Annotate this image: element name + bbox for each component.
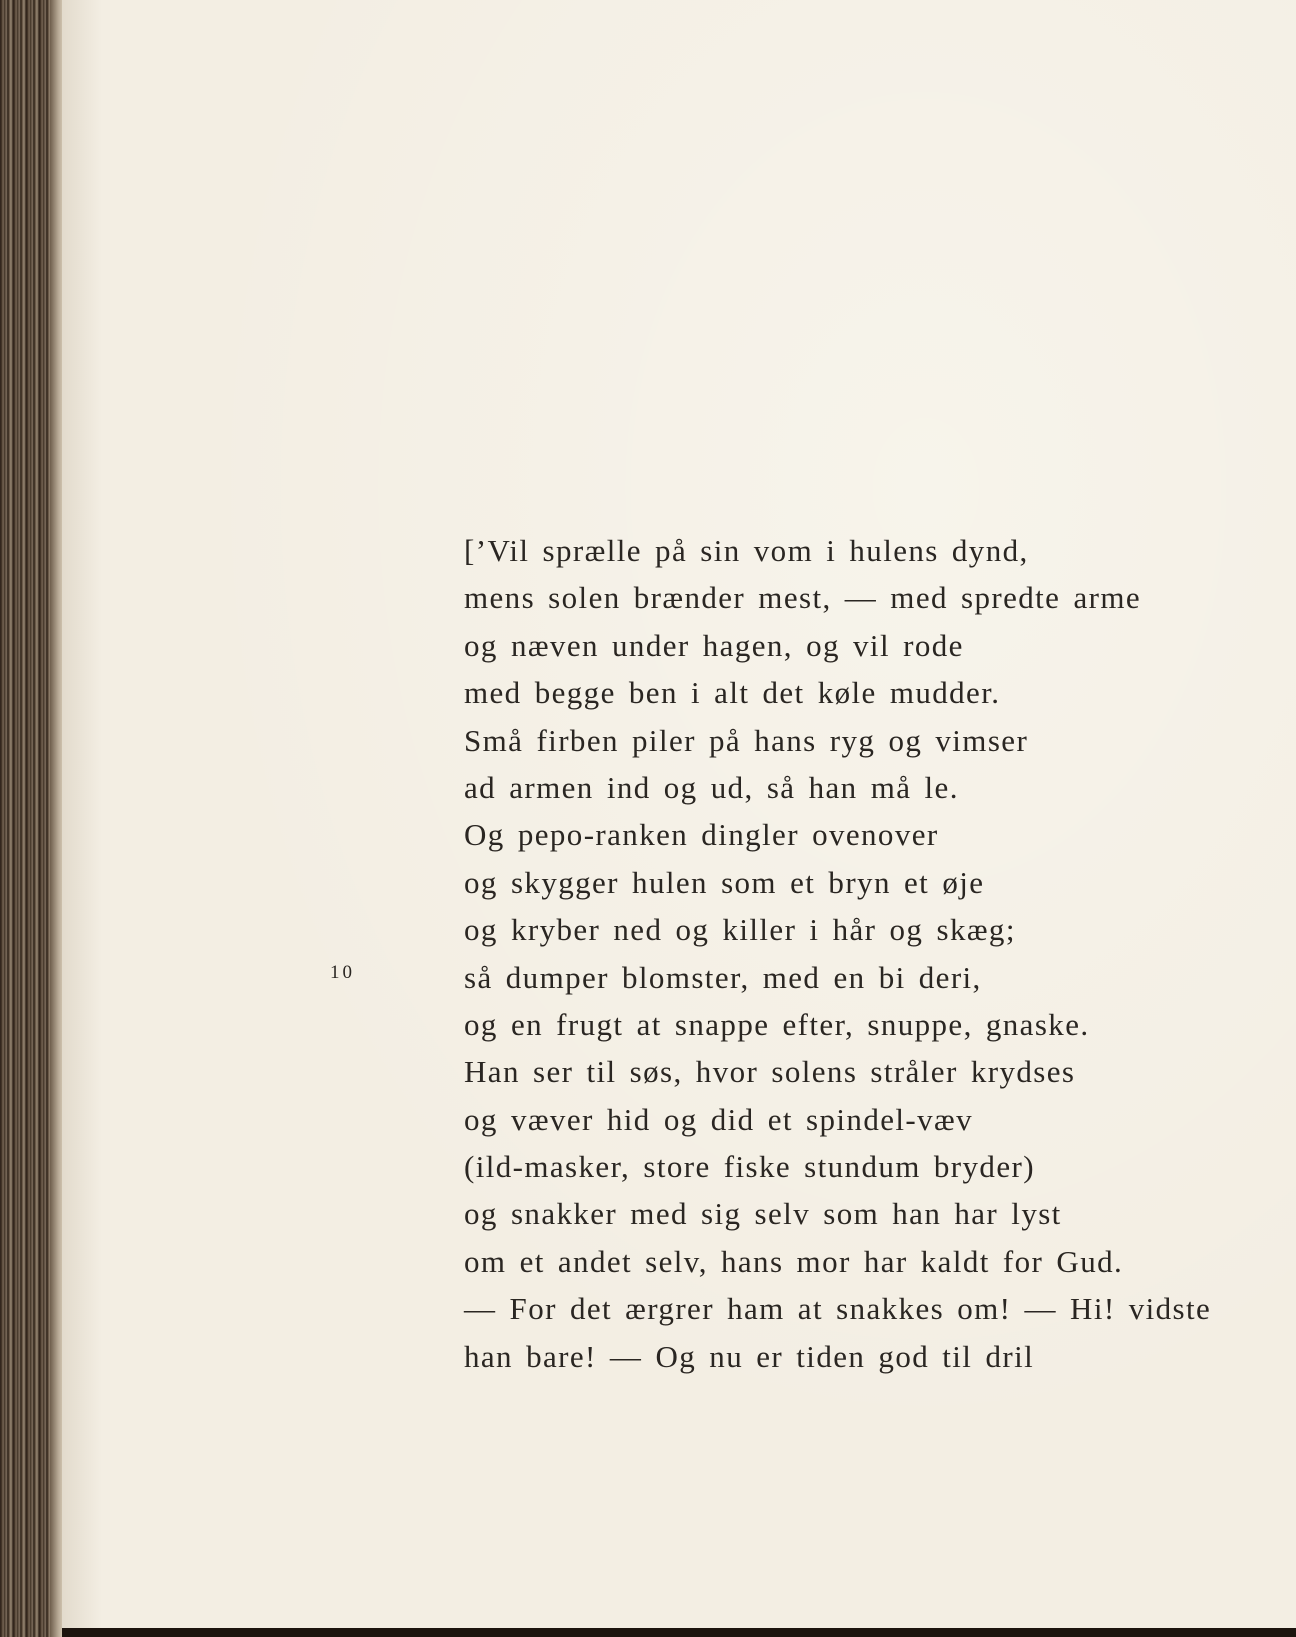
- page-bottom-edge: [62, 1628, 1296, 1637]
- poem-text: [464, 527, 1211, 1380]
- poem-line: og en frugt at snappe efter, snuppe, gnaske.: [464, 1006, 1090, 1042]
- poem-line: med begge ben i alt det køle mudder.: [464, 675, 1001, 711]
- poem-line: mens solen brænder mest, — med spredte arme: [464, 580, 1142, 616]
- line-number: 10: [330, 962, 355, 983]
- book-spine-edge: [0, 0, 64, 1637]
- poem-line: Og pepo-ranken dingler ovenover: [464, 817, 939, 853]
- poem-line: og kryber ned og killer i hår og skæg;: [464, 912, 1016, 948]
- poem-line: (ild-masker, store fiske stundum bryder): [464, 1149, 1035, 1185]
- poem-line: ad armen ind og ud, så han må le.: [464, 769, 959, 805]
- poem-line: og næven under hagen, og vil rode: [464, 627, 964, 663]
- poem-line: om et andet selv, hans mor har kaldt for Gud.: [464, 1243, 1124, 1279]
- poem-line: og snakker med sig selv som han har lyst: [464, 1196, 1062, 1232]
- poem-line: og væver hid og did et spindel-væv: [464, 1101, 974, 1137]
- poem-line: så dumper blomster, med en bi deri,: [464, 959, 982, 995]
- poem-line: og skygger hulen som et bryn et øje: [464, 864, 985, 900]
- poem-line: han bare! — Og nu er tiden god til dril: [464, 1338, 1035, 1374]
- poem-line: [’Vil sprælle på sin vom i hulens dynd,: [464, 533, 1029, 568]
- poem-line: Han ser til søs, hvor solens stråler krydses: [464, 1054, 1076, 1090]
- poem-line: Små firben piler på hans ryg og vimser: [464, 722, 1029, 758]
- poem-line: — For det ærgrer ham at snakkes om! — Hi! vidste: [464, 1291, 1212, 1327]
